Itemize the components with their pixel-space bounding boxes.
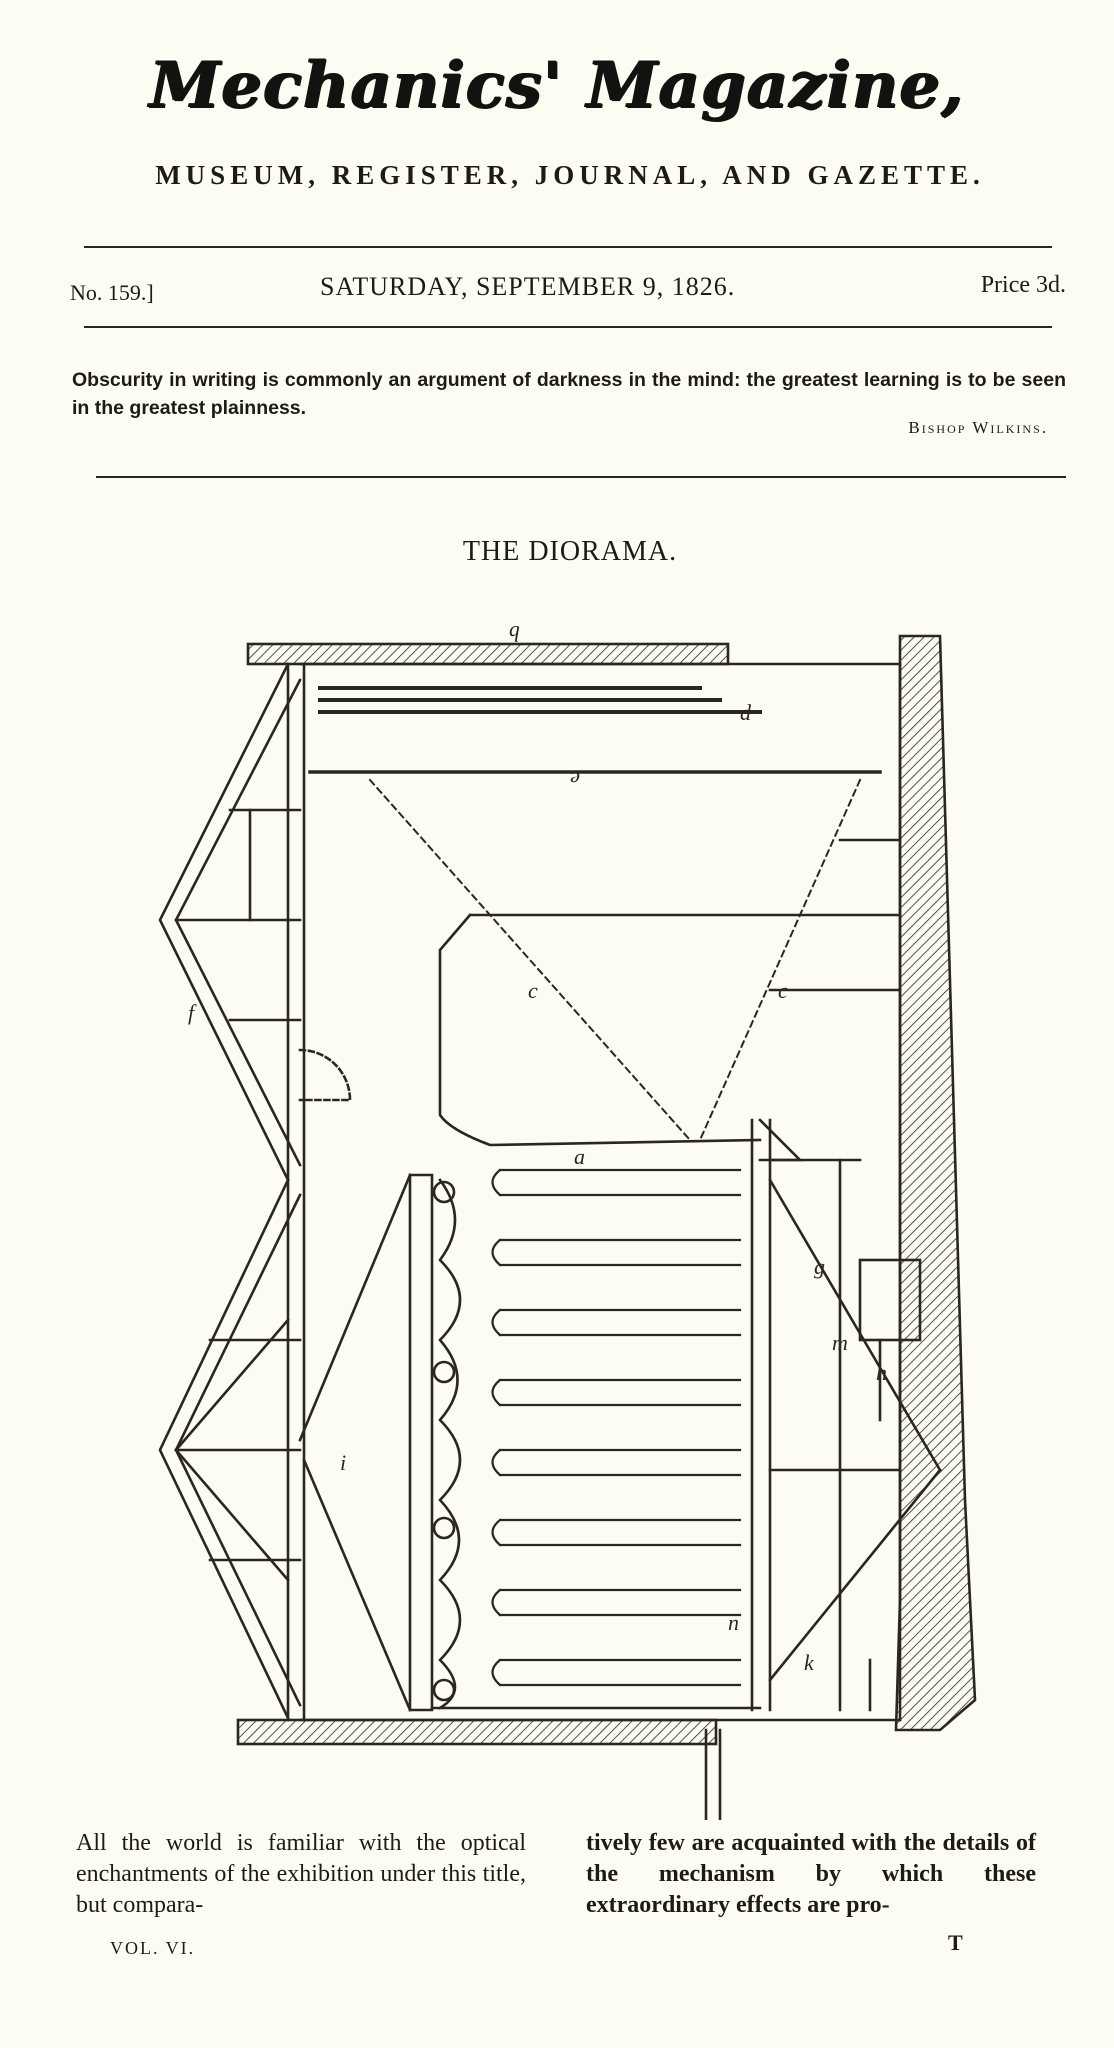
figure-letter-c-right: c — [778, 978, 788, 1003]
middle-rule — [84, 326, 1052, 328]
roof-beam — [248, 644, 728, 664]
figure-letter-g: g — [814, 1254, 825, 1279]
epigraph-rule — [96, 476, 1066, 478]
floor-beam — [238, 1720, 716, 1744]
figure-letter-b: b — [509, 621, 520, 646]
issue-number: No. 159.] — [70, 280, 154, 305]
figure-letter-h: h — [876, 1360, 887, 1385]
figure-letter-c-left: c — [528, 978, 538, 1003]
figure-letter-a: a — [574, 1144, 585, 1169]
diorama-cross-section-figure — [0, 620, 1114, 1820]
article-title: THE DIORAMA. — [462, 536, 678, 567]
article-body-left-column: All the world is familiar with the optical enchantments of the exhibition under this title, but compara- — [76, 1830, 526, 1918]
figure-letter-m: m — [832, 1330, 848, 1355]
masonry-wall — [896, 636, 975, 1730]
figure-letter-e: e — [570, 767, 580, 792]
signature-mark: T — [948, 1930, 963, 1955]
masthead-title: Mechanics' Magazine, — [149, 48, 965, 123]
masthead-subtitle: MUSEUM, REGISTER, JOURNAL, AND GAZETTE. — [155, 160, 985, 190]
figure-letter-k: k — [804, 1650, 814, 1675]
figure-letter-n: n — [728, 1610, 739, 1635]
article-body-right-column: tively few are acquainted with the details of the mechanism by which these extraordinary effects are pro- — [586, 1830, 1036, 1918]
volume-label: VOL. VI. — [110, 1938, 196, 1958]
figure-letter-i: i — [340, 1450, 347, 1475]
top-rule — [84, 246, 1052, 248]
epigraph-author: Bishop Wilkins. — [908, 418, 1048, 437]
figure-letter-f: f — [188, 1000, 195, 1025]
epigraph-text: Obscurity in writing is commonly an argument of darkness in the mind: the greatest learning is to be seen in the greatest plainness. — [72, 369, 1066, 419]
issue-date: SATURDAY, SEPTEMBER 9, 1826. — [320, 272, 736, 301]
figure-letter-d: d — [740, 700, 751, 725]
issue-price: Price 3d. — [980, 272, 1066, 298]
